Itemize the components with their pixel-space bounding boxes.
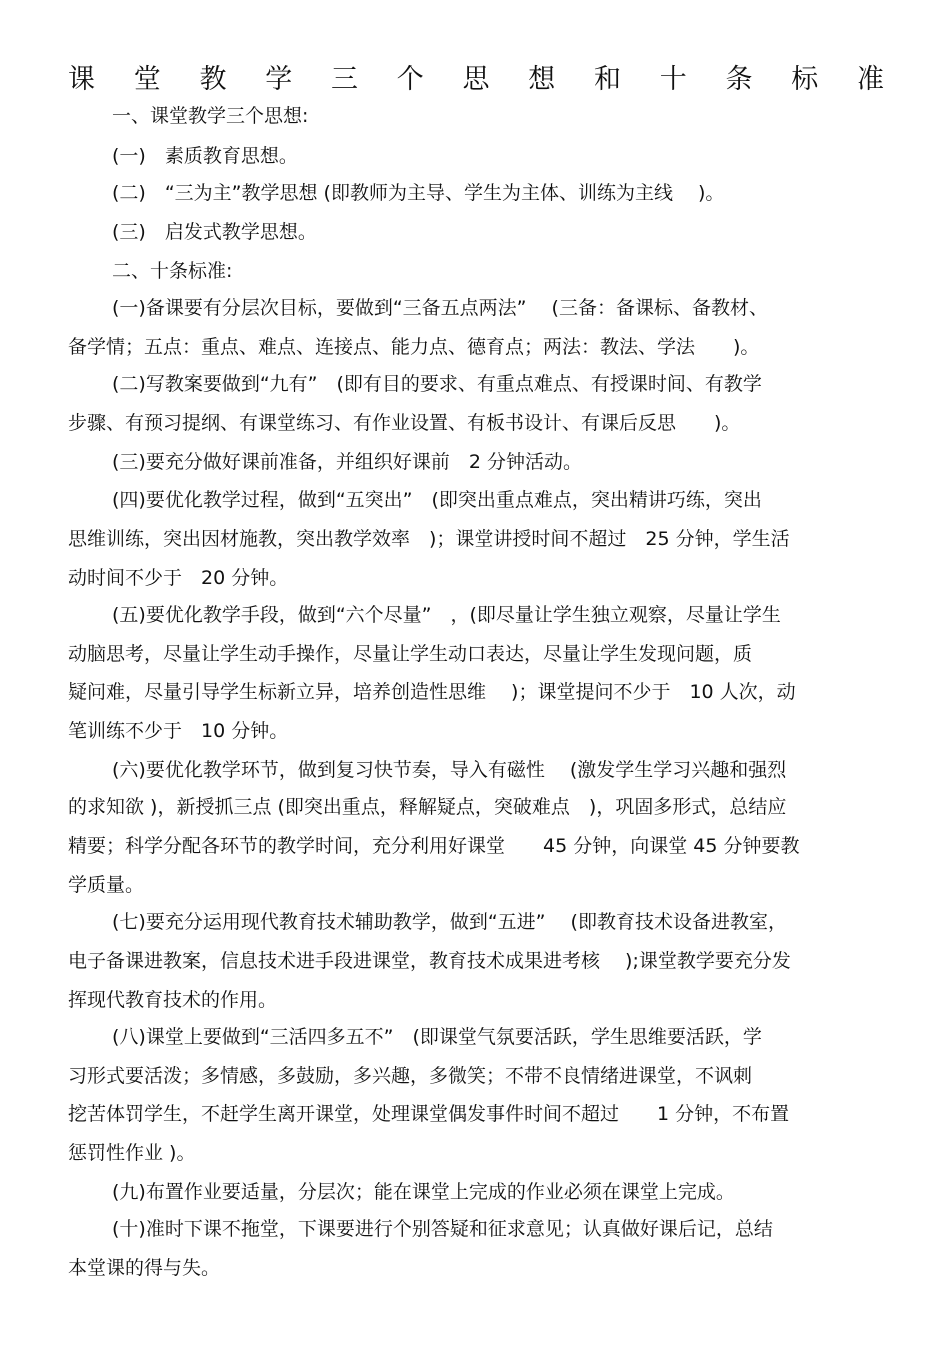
standard-5-line: 笔训练不少于 10 分钟。 [68,720,289,742]
standard-10-line: (十)准时下课不拖堂，下课要进行个别答疑和征求意见；认真做好课后记，总结 [112,1218,773,1240]
idea-item-1: (一) 素质教育思想。 [112,145,298,167]
title-char: 想 [528,64,556,95]
standard-1-line: 备学情；五点：重点、难点、连接点、能力点、德育点；两法：教法、学法 )。 [68,336,760,358]
title-char: 课 [68,64,95,95]
title-char: 思 [462,64,490,95]
standard-6-line: (六)要优化教学环节，做到复习快节奏，导入有磁性 (激发学生学习兴趣和强烈 [112,759,787,781]
standard-5-line: 动脑思考，尽量让学生动手操作，尽量让学生动口表达，尽量让学生发现问题，质 [68,643,753,665]
title-char: 三 [331,64,358,95]
standard-6-line: 的求知欲 )，新授抓三点 (即突出重点，释解疑点，突破难点 )，巩固多形式，总结应 [68,796,787,818]
standard-9-line: (九)布置作业要适量，分层次；能在课堂上完成的作业必须在课堂上完成。 [112,1181,735,1203]
title-char: 学 [265,64,293,95]
section-heading-standards: 二、十条标准: [112,260,233,282]
standard-6-line: 学质量。 [68,874,145,896]
standard-7-line: 电子备课进教案，信息技术进手段进课堂，教育技术成果进考核 );课堂教学要充分发 [68,950,791,972]
standard-2-line: (二)写教案要做到“九有” (即有目的要求、有重点难点、有授课时间、有教学 [112,373,762,395]
title-char: 标 [791,64,819,95]
title-char: 和 [594,64,621,95]
standard-1-line: (一)备课要有分层次目标，要做到“三备五点两法” (三备：备课标、备教材、 [112,297,768,319]
idea-item-2: (二) “三为主”教学思想 (即教师为主导、学生为主体、训练为主线 )。 [112,182,725,204]
idea-item-3: (三) 启发式教学思想。 [112,221,317,243]
standard-8-line: (八)课堂上要做到“三活四多五不” (即课堂气氛要活跃，学生思维要活跃，学 [112,1026,762,1048]
section-heading-ideas: 一、课堂教学三个思想: [112,105,309,127]
standard-8-line: 惩罚性作业 )。 [68,1142,196,1164]
standard-4-line: (四)要优化教学过程，做到“五突出” (即突出重点难点，突出精讲巧练，突出 [112,489,762,511]
title-char: 教 [199,64,227,95]
title-char: 条 [725,64,753,95]
standard-8-line: 挖苦体罚学生，不赶学生离开课堂，处理课堂偶发事件时间不超过 1 分钟，不布置 [68,1103,790,1125]
standard-3-line: (三)要充分做好课前准备，并组织好课前 2 分钟活动。 [112,451,582,473]
standard-5-line: (五)要优化教学手段，做到“六个尽量” ，(即尽量让学生独立观察，尽量让学生 [112,604,781,626]
standard-5-line: 疑问难，尽量引导学生标新立异，培养创造性思维 )；课堂提问不少于 10 人次，动 [68,681,796,703]
title-char: 准 [857,64,884,95]
document-title [68,60,884,100]
standard-10-line: 本堂课的得与失。 [68,1257,221,1279]
standard-6-line: 精要；科学分配各环节的教学时间，充分利用好课堂 45 分钟，向课堂 45 分钟要教 [68,835,800,857]
title-char: 十 [659,64,687,95]
standard-8-line: 习形式要活泼；多情感，多鼓励，多兴趣，多微笑；不带不良情绪进课堂，不讽刺 [68,1065,753,1087]
title-char: 个 [396,64,424,95]
standard-4-line: 动时间不少于 20 分钟。 [68,567,289,589]
standard-2-line: 步骤、有预习提纲、有课堂练习、有作业设置、有板书设计、有课后反思 )。 [68,412,741,434]
standard-7-line: (七)要充分运用现代教育技术辅助教学，做到“五进” (即教育技术设备进教室， [112,911,787,933]
standard-7-line: 挥现代教育技术的作用。 [68,989,278,1011]
standard-4-line: 思维训练，突出因材施教，突出教学效率 )；课堂讲授时间不超过 25 分钟，学生活 [68,528,790,550]
title-char: 堂 [133,64,161,95]
